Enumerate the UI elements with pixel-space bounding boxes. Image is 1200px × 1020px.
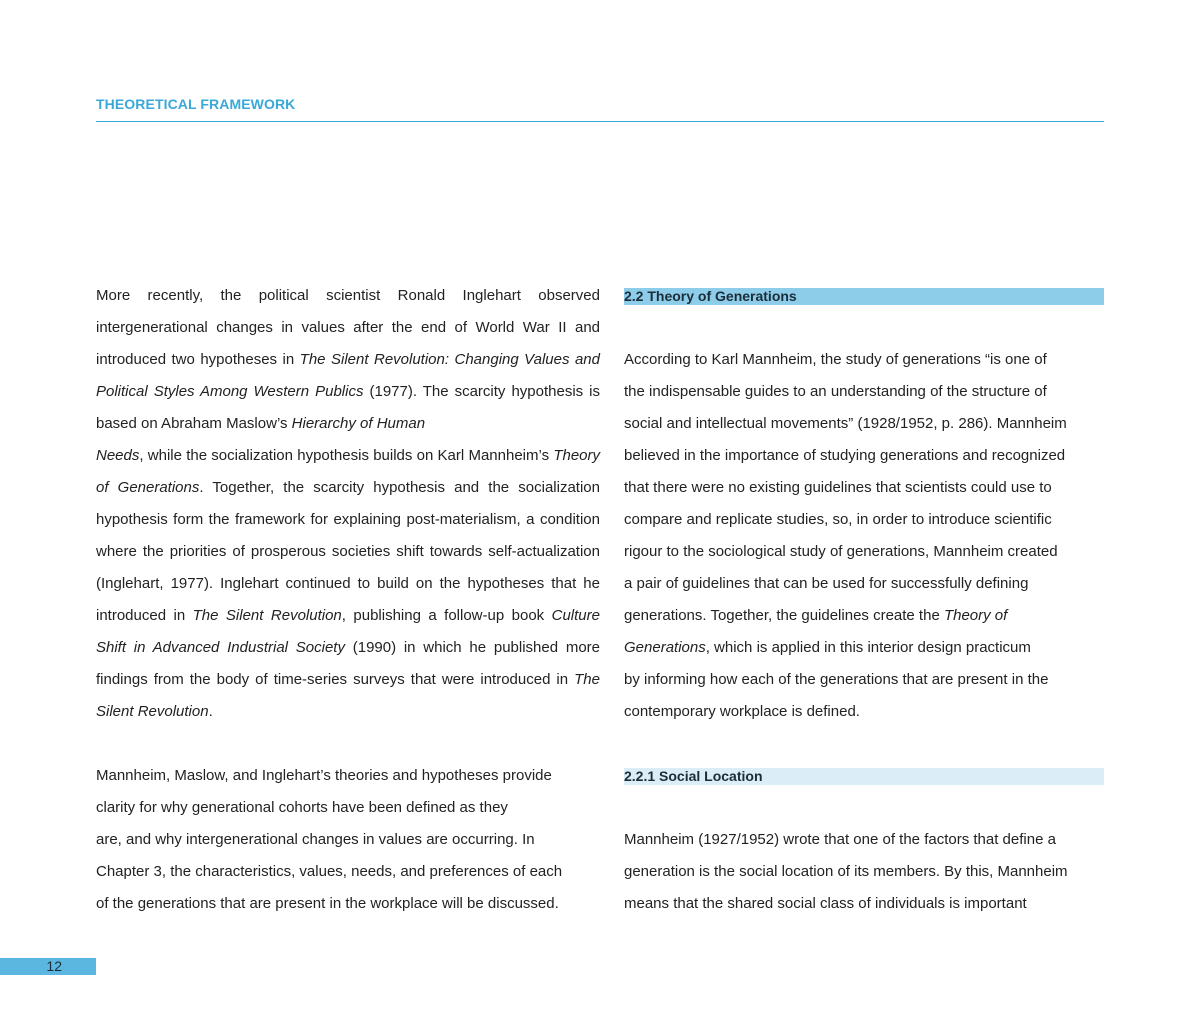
body-paragraph-social-location <box>624 824 1104 920</box>
left-column <box>96 280 600 920</box>
text-line: believed in the importance of studying generations and recognized <box>624 447 1066 464</box>
text-line: the indispensable guides to an understanding of the structure of <box>624 383 1047 400</box>
right-column <box>624 280 1104 920</box>
text-line: Chapter 3, the characteristics, values, needs, and preferences of each <box>96 863 563 880</box>
text-line: generations. Together, the guidelines create the <box>624 607 944 624</box>
book-title: Theory of <box>943 607 1008 624</box>
text-line: contemporary workplace is defined. <box>624 703 860 720</box>
subsection-heading: 2.2.1 Social Location <box>624 768 1104 785</box>
text-run: . Together, the scarcity hypothesis and the socialization hypothesis form the framework for explaining post-materialism, a condition where the priorities of prosperous societies shift towards self-actualization (Inglehart, 1977). Inglehart continued to build on the hypotheses that he introduced in <box>96 479 600 624</box>
body-paragraph-inglehart <box>96 280 600 728</box>
body-paragraph-summary <box>96 760 600 920</box>
text-run: (1990) in which he published more findings from the body of time-series surveys that were introduced in <box>96 639 601 688</box>
text-line: compare and replicate studies, so, in order to introduce scientific <box>624 511 1052 528</box>
section-heading: 2.2 Theory of Generations <box>624 288 1104 305</box>
text-line: According to Karl Mannheim, the study of generations “is one of <box>624 351 1047 368</box>
text-run: . <box>208 703 213 720</box>
text-line: means that the shared social class of individuals is important <box>624 895 1027 912</box>
text-line: of the generations that are present in the workplace will be discussed. <box>96 895 559 912</box>
text-run: (1977). The scarcity hypothesis is based on Abraham Maslow’s <box>96 383 600 432</box>
text-line: , which is applied in this interior design practicum <box>705 639 1031 656</box>
body-paragraph-mannheim <box>624 344 1104 728</box>
text-line: a pair of guidelines that can be used for successfully defining <box>624 575 1029 592</box>
book-title: The Silent Revolution: Changing Values and Political Styles Among Western Publics <box>96 351 600 400</box>
page-number-tab <box>0 958 96 975</box>
text-run: More recently, the political scientist Ronald Inglehart observed intergenerational changes in values after the end of World War II and introduced two hypotheses in <box>96 287 600 368</box>
text-line: clarity for why generational cohorts have been defined as they <box>96 799 508 816</box>
book-title: The Silent Revolution <box>192 607 342 624</box>
text-line: social and intellectual movements” (1928/1952, p. 286). Mannheim <box>624 415 1067 432</box>
book-title: Theory of Generations <box>96 447 600 496</box>
text-run: , publishing a follow-up book <box>341 607 552 624</box>
text-run: , while the socialization hypothesis builds on Karl Mannheim’s <box>139 447 554 464</box>
text-line: Mannheim, Maslow, and Inglehart’s theories and hypotheses provide <box>96 767 552 784</box>
book-title: Hierarchy of Human <box>291 415 426 432</box>
text-line: that there were no existing guidelines that scientists could use to <box>624 479 1052 496</box>
text-line: generation is the social location of its members. By this, Mannheim <box>624 863 1068 880</box>
book-title: The Silent Revolution <box>96 671 600 720</box>
text-line: by informing how each of the generations that are present in the <box>624 671 1049 688</box>
page-number: 12 <box>46 958 62 974</box>
text-line: rigour to the sociological study of generations, Mannheim created <box>624 543 1058 560</box>
running-header <box>96 96 1104 122</box>
section-title: THEORETICAL FRAMEWORK <box>96 96 296 112</box>
book-title: Needs <box>96 447 140 464</box>
book-title: Generations <box>624 639 706 656</box>
text-line: Mannheim (1927/1952) wrote that one of the factors that define a <box>624 831 1056 848</box>
text-line: are, and why intergenerational changes in values are occurring. In <box>96 831 535 848</box>
book-title: Culture Shift in Advanced Industrial Society <box>96 607 600 656</box>
